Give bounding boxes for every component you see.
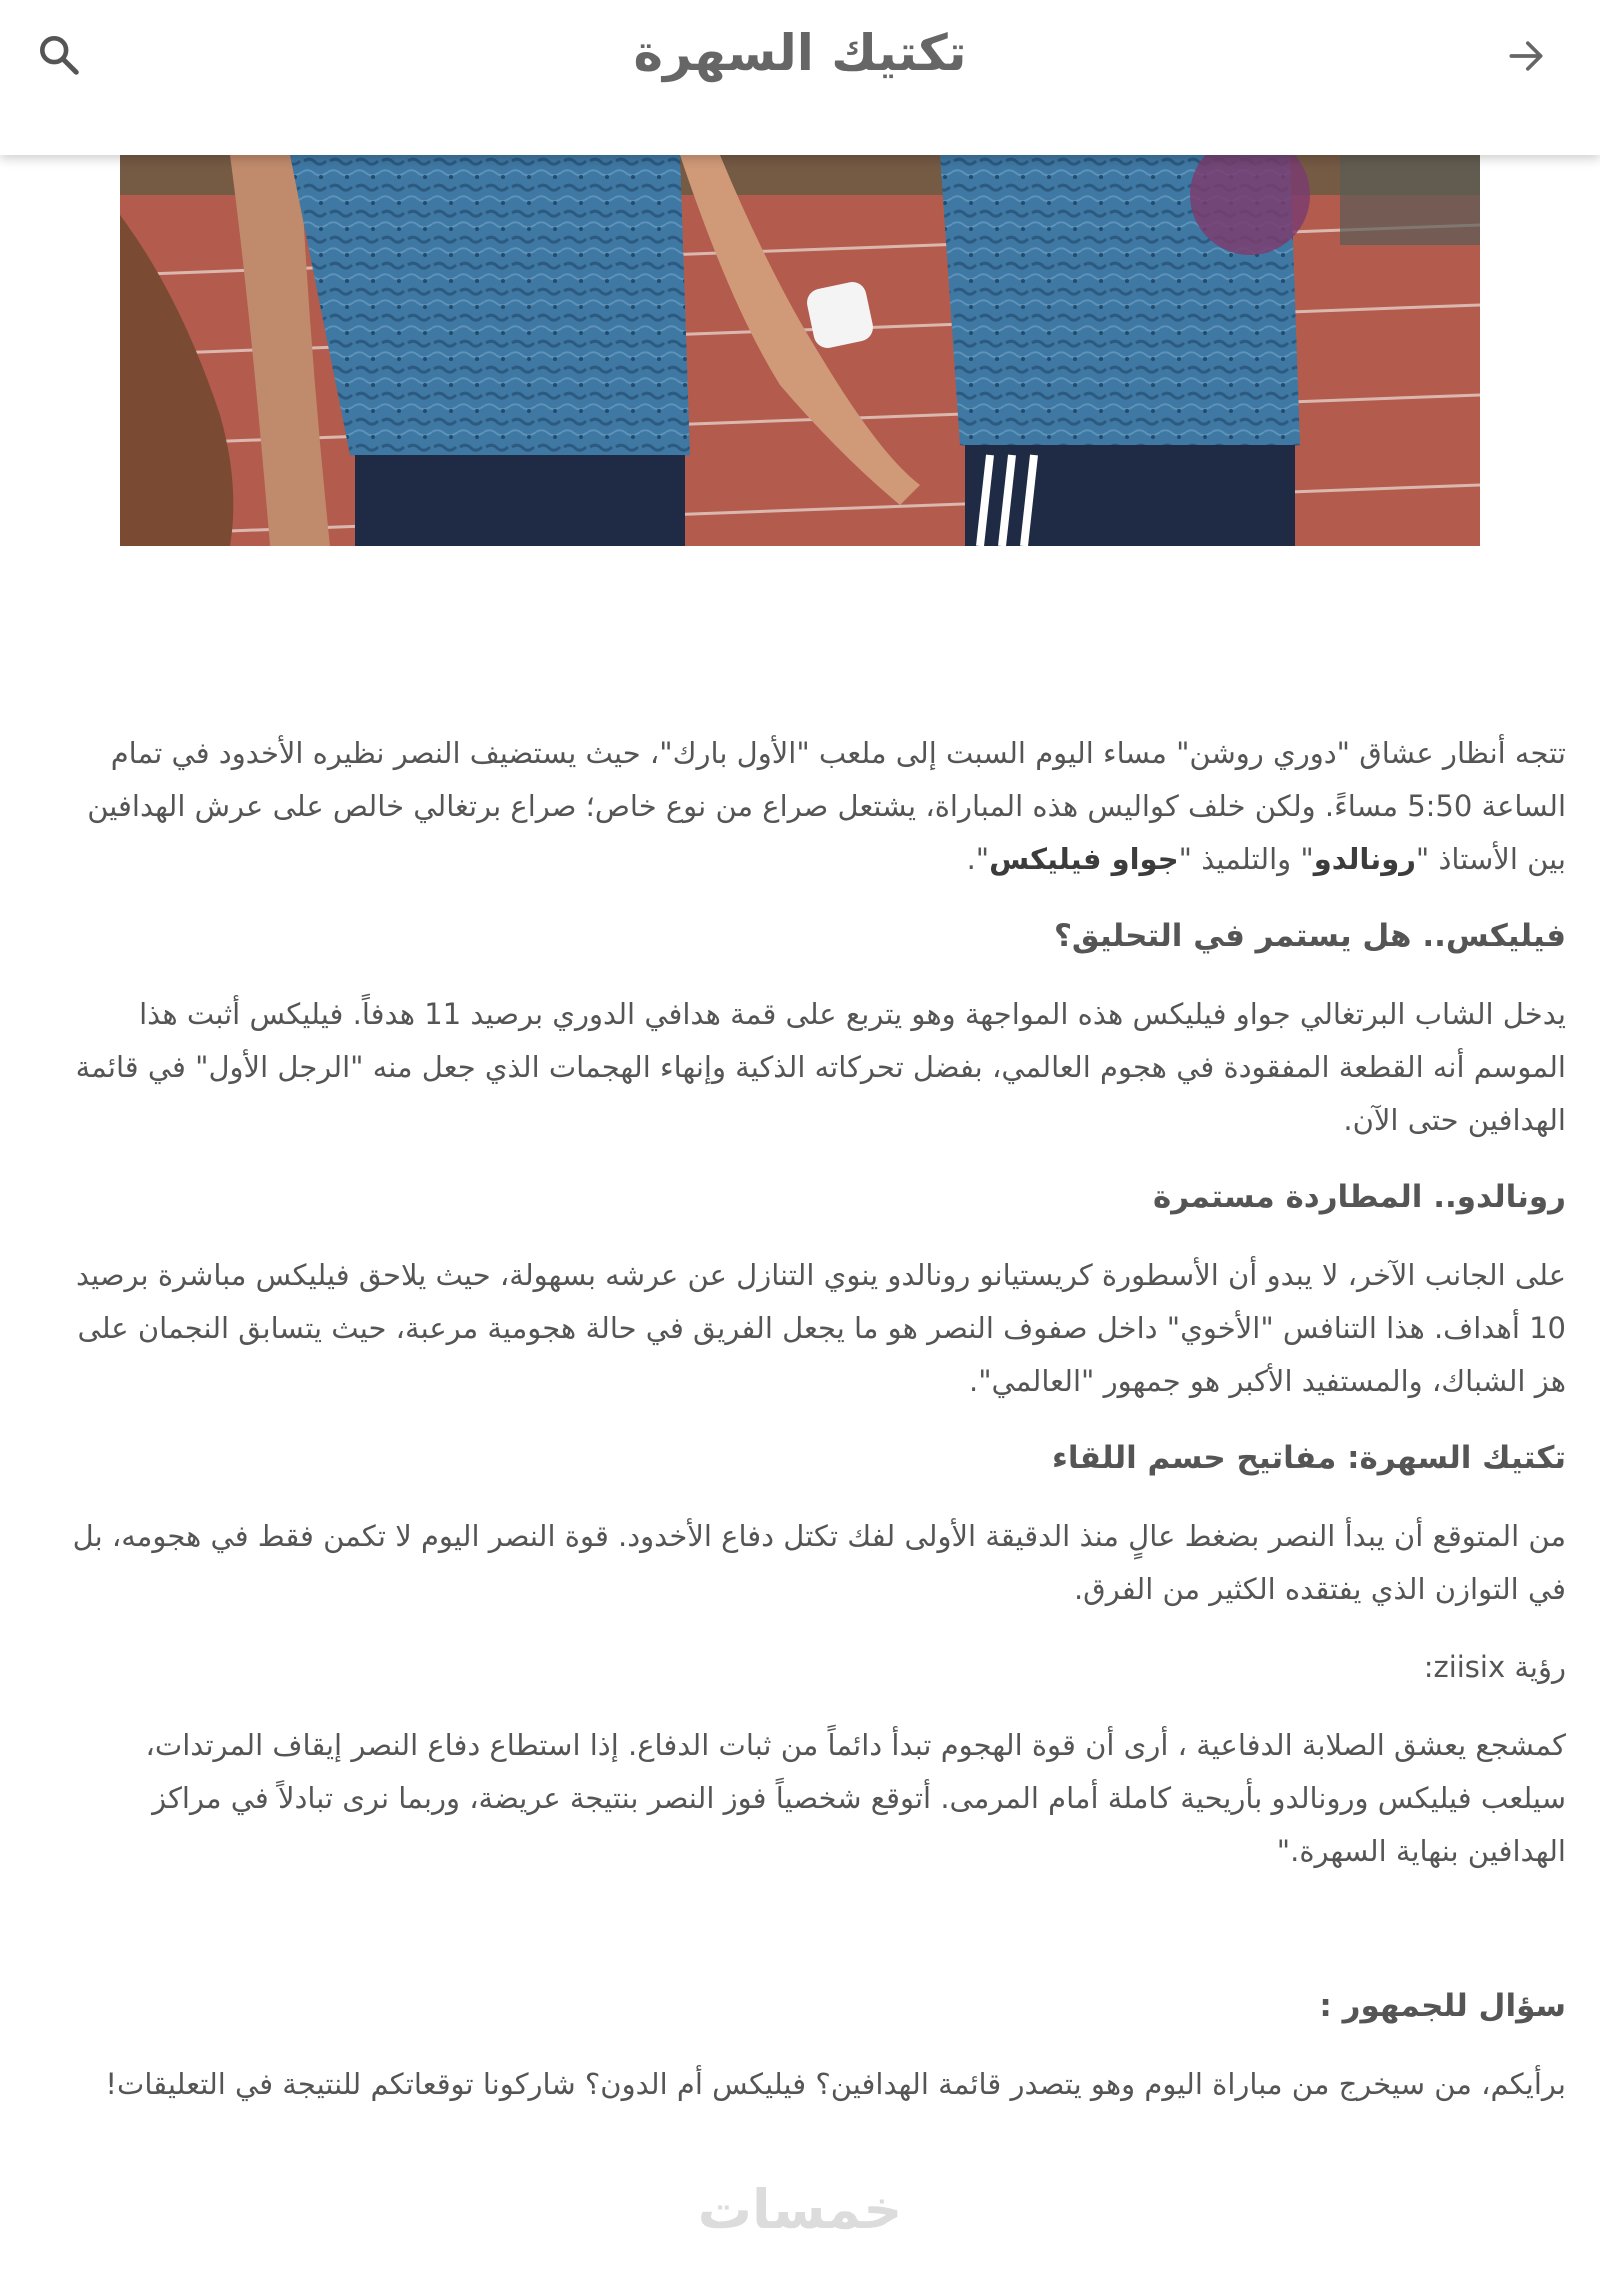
section-heading-question: سؤال للجمهور : [1319,1988,1566,2024]
intro-text-1: تتجه أنظار عشاق "دوري روشن" مساء اليوم السبت إلى ملعب "الأول بارك"، حيث يستضيف النصر نظيره الأخدود في تمام الساعة 5:50 مساءً. ولكن خلف كواليس هذه المباراة، يشتعل صراع من نوع خاص؛ صراع برتغالي خالص على عرش الهدافين بين الأستاذ " [87,736,1566,876]
section-paragraph-tactics: من المتوقع أن يبدأ النصر بضغط عالٍ منذ الدقيقة الأولى لفك تكتل دفاع الأخدود. قوة النصر اليوم لا تكمن فقط في هجومه، بل في التوازن الذي يفتقده الكثير من الفرق. [72,1519,1566,1606]
search-icon [36,32,82,78]
site-watermark: خمسات [697,2178,903,2241]
section-heading-ronaldo: رونالدو.. المطاردة مستمرة [1152,1179,1566,1215]
page-title: تكتيك السهرة [633,24,967,82]
section-heading-felix: فيليكس.. هل يستمر في التحليق؟ [1053,918,1566,954]
arrow-right-icon [1504,34,1548,78]
app-header [0,0,1600,155]
section-spacer [56,1903,1566,1981]
section-paragraph-ronaldo: على الجانب الآخر، لا يبدو أن الأسطورة كريستيانو رونالدو ينوي التنازل عن عرشه بسهولة، حيث يلاحق فيليكس مباشرة برصيد 10 أهداف. هذا التنافس "الأخوي" داخل صفوف النصر هو ما يجعل الفريق في حالة هجومية مرعبة، حيث يتسابق النجمان على هز الشباك، والمستفيد الأكبر هو جمهور "العالمي". [75,1258,1566,1398]
article-hero-image [120,155,1480,546]
article-body [56,727,1566,2136]
intro-bold-ronaldo: رونالدو [1313,842,1416,876]
players-photo [120,155,1480,546]
article-intro [56,727,1566,886]
back-button[interactable] [1494,24,1558,88]
intro-bold-felix: جواو فيليكس [989,842,1179,876]
search-button[interactable] [24,20,94,90]
intro-text-3: ". [966,842,990,876]
intro-text-2: " والتلميذ " [1178,842,1314,876]
section-paragraph-felix: يدخل الشاب البرتغالي جواو فيليكس هذه المواجهة وهو يتربع على قمة هدافي الدوري برصيد 11 هدفاً. فيليكس أثبت هذا الموسم أنه القطعة المفقودة في هجوم العالمي، بفضل تحركاته الذكية وإنهاء الهجمات الذي جعل منه "الرجل الأول" في قائمة الهدافين حتى الآن. [75,997,1566,1137]
question-paragraph: برأيكم، من سيخرج من مباراة اليوم وهو يتصدر قائمة الهدافين؟ فيليكس أم الدون؟ شاركونا توقعاتكم للنتيجة في التعليقات! [105,2067,1566,2101]
section-heading-tactics: تكتيك السهرة: مفاتيح حسم اللقاء [1052,1440,1566,1476]
vision-paragraph: كمشجع يعشق الصلابة الدفاعية ، أرى أن قوة الهجوم تبدأ دائماً من ثبات الدفاع. إذا استطاع دفاع النصر إيقاف المرتدات، سيلعب فيليكس ورونالدو بأريحية كاملة أمام المرمى. أتوقع شخصياً فوز النصر بنتيجة عريضة، وربما نرى تبادلاً في مراكز الهدافين بنهاية السهرة." [145,1728,1566,1868]
vision-label: رؤية ziisix: [1423,1650,1566,1684]
